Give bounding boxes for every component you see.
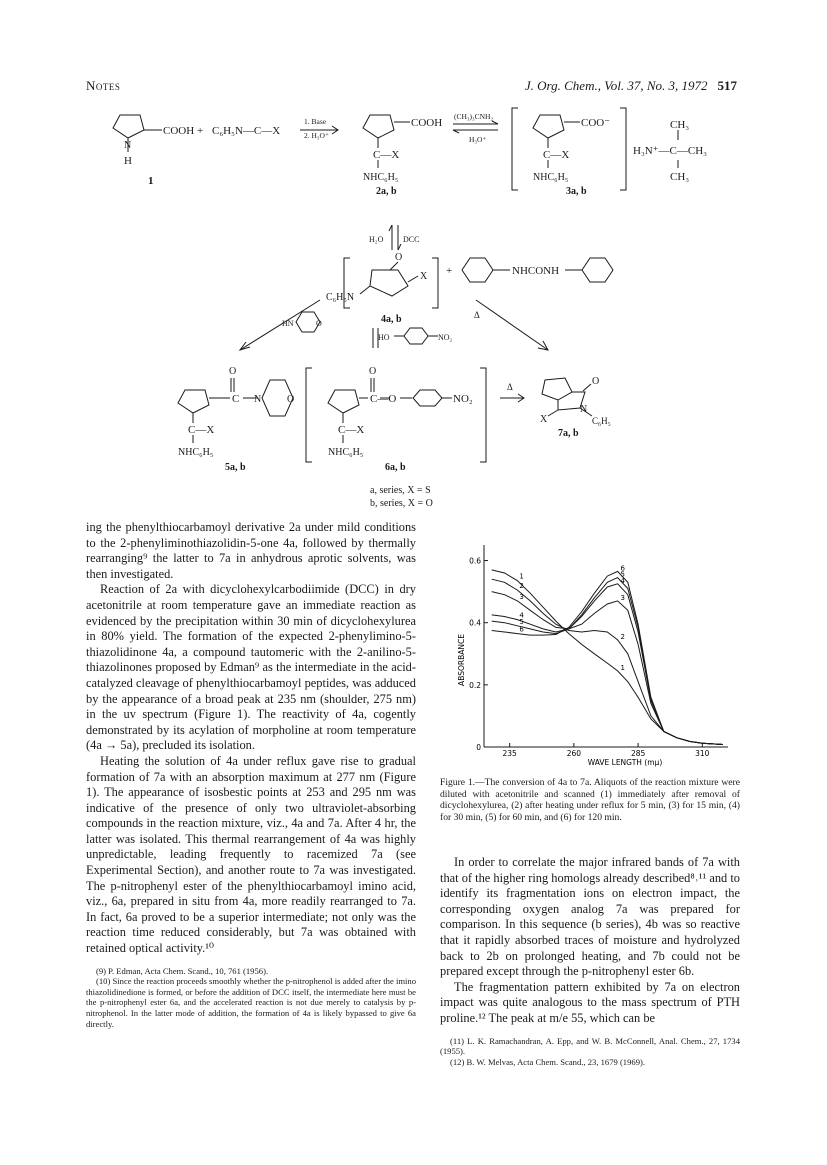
scheme-text: C—X <box>188 424 215 436</box>
right-footnotes <box>440 1036 740 1068</box>
y-axis-label: ABSORBANCE <box>457 634 466 686</box>
curve-label-6: 6 <box>519 625 524 634</box>
scheme-text: NO₂ <box>453 393 473 405</box>
scheme-text: X <box>420 271 428 282</box>
scheme-text: 1. Base <box>304 117 327 126</box>
scheme-text: O <box>395 252 403 263</box>
scheme-text: NO₂ <box>438 333 453 342</box>
cyclohexyl-left <box>462 258 493 282</box>
scheme-text: 7a, b <box>558 428 579 439</box>
y-tick-label: 0 <box>476 743 481 752</box>
scheme-text: Δ <box>474 310 480 320</box>
spectrum-curve-1 <box>492 570 723 745</box>
x-tick-label: 285 <box>630 749 646 758</box>
x-tick-label: 310 <box>695 749 710 758</box>
y-tick-label: 0.4 <box>469 618 481 628</box>
compound-7-ring <box>542 378 572 400</box>
scheme-text: Δ <box>507 382 513 392</box>
scheme-text: O <box>592 376 600 387</box>
reaction-scheme <box>80 100 750 520</box>
left-footnotes <box>86 966 416 1030</box>
left-paragraph-2: Reaction of 2a with dicyclohexylcarbodiimide (DCC) in dry acetonitrile at room temperature gave an immediate reaction as evidenced by the precipitation within 30 min of dicyclohexylurea in 80% yield. The formation of the expected 2-phenylimino-5-thiazolidinone 4a, a compound tautomeric with the 2-anilino-5-thiazolinones proposed by Edman⁹ as the intermediate in the acid-catalyzed cleavage of phenylthiocarbamoyl peptides, was adduced by the appearance of a broad peak at 235 nm (shoulder, 275 nm) in the uv spectrum (Figure 1). The reactivity of 4a, cogently demonstrated by its acylation of morpholine at room temperature (4a → 5a), precluded its isolation. <box>86 582 416 753</box>
curve-peak-label-6: 6 <box>620 564 626 573</box>
scheme-text: O <box>229 366 237 377</box>
uv-spectrum-chart <box>440 535 740 770</box>
curve-label-3: 3 <box>519 592 524 601</box>
scheme-text: C₆H₅N <box>326 292 355 303</box>
spectrum-curve-3 <box>492 592 723 745</box>
scheme-text: COOH <box>411 117 443 129</box>
scheme-text: COO⁻ <box>581 117 611 129</box>
scheme-text: + <box>197 125 204 137</box>
scheme-text: O <box>287 394 295 405</box>
scheme-text: C—X <box>543 149 570 161</box>
scheme-text: COOH <box>163 125 195 137</box>
scheme-text: H₃N⁺—C—CH₃ <box>633 145 707 157</box>
x-axis-label: WAVE LENGTH (mμ) <box>587 758 663 767</box>
proline-ring <box>113 115 144 138</box>
scheme-text: CH₃ <box>670 119 690 131</box>
scheme-text: DCC <box>403 235 420 244</box>
journal-citation: J. Org. Chem., Vol. 37, No. 3, 1972 <box>524 78 708 93</box>
scheme-text: + <box>446 265 453 277</box>
y-tick-label: 0.2 <box>469 680 481 690</box>
compound-2-ring <box>363 115 394 138</box>
scheme-text: C—X <box>338 424 365 436</box>
scheme-text: NHCONH <box>512 265 560 277</box>
series-legend-b: b, series, X = O <box>370 498 433 509</box>
scheme-text: 1 <box>148 175 154 187</box>
scheme-text: N <box>124 140 132 151</box>
curve-label-1: 1 <box>519 572 524 581</box>
scheme-text: C₆H₅ <box>592 416 611 426</box>
curve-label-2: 2 <box>519 582 524 591</box>
y-tick-label: 0.6 <box>469 556 481 566</box>
scheme-text: H <box>124 155 132 167</box>
curve-label-5: 5 <box>519 617 524 626</box>
scheme-text: C₆H₅N—C—X <box>212 125 281 137</box>
series-legend-a: a, series, X = S <box>370 485 431 496</box>
scheme-text: C <box>232 393 240 405</box>
scheme-text: H₂O <box>369 235 384 244</box>
scheme-text: X <box>540 414 548 425</box>
scheme-text: N <box>254 394 262 405</box>
curve-peak-label-3: 3 <box>620 593 626 602</box>
cyclohexyl-right <box>582 258 613 282</box>
scheme-text: 4a, b <box>381 314 402 325</box>
spectrum-curve-5 <box>492 578 723 745</box>
scheme-text: NHC₆H₅ <box>533 172 569 183</box>
footnote-11: (11) L. K. Ramachandran, A. Epp, and W. B. McConnell, Anal. Chem., 27, 1734 (1955). <box>440 1035 740 1057</box>
scheme-text: NHC₆H₅ <box>363 172 399 183</box>
figure-1-caption: Figure 1.—The conversion of 4a to 7a. Aliquots of the reaction mixture were diluted with acetonitrile and scanned (1) immediately after removal of dicyclohexylurea, (2) after heating under reflux for 5 min, (3) for 15 min, (4) for 30 min, (5) for 60 min, and (6) for 120 min. <box>440 777 740 823</box>
scheme-text: CH₃ <box>670 171 690 183</box>
curve-peak-label-1: 1 <box>620 663 626 672</box>
right-paragraph-1: In order to correlate the major infrared bands of 7a with that of the higher ring homologs already described⁸˒¹¹ and to identify its fragmentation ions on electron impact, the corresponding oxygen analog 7a was prepared for comparison. In this sequence (b series), 4b was so reactive that it rapidly absorbed traces of moisture and hydrolyzed back to 2b on prolonged heating, and 7b could not be prepared except through the p-nitrophenyl ester 6b. <box>440 855 740 979</box>
scheme-text: NHC₆H₅ <box>328 447 364 458</box>
running-header-journal <box>525 78 737 94</box>
footnote-12: (12) B. W. Melvas, Acta Chem. Scand., 23, 1679 (1969). <box>450 1056 646 1067</box>
page-number: 517 <box>717 78 737 93</box>
uv-spectrum-figure <box>440 535 740 770</box>
scheme-text: 2a, b <box>376 186 397 197</box>
scheme-text: NHC₆H₅ <box>178 447 214 458</box>
x-tick-label: 235 <box>502 749 517 758</box>
scheme-text: 3a, b <box>566 186 587 197</box>
left-paragraph-3: Heating the solution of 4a under reflux gave rise to gradual formation of 7a with an absorption maximum at 277 nm (Figure 1). The appearance of isosbestic points at 253 and 295 nm was indicative of the presence of only two ultraviolet-absorbing compounds in the reaction mixture, viz., 4a and 7a. After 4 hr, the latter was isolated. This thermal rearrangement of 4a was highly unpredictable, leading frequently to racemized 7a (see Experimental Section), and another route to 7a was investigated. The p-nitrophenyl ester of the phenylthiocarbamoyl imino acid, viz., 6a, prepared in situ from 4a, more readily rearranged to 7a. In fact, 6a proved to be a superior intermediate; not only was the reaction time reduced considerably, but 7a was obtained with retained optical activity.¹⁰ <box>86 753 416 956</box>
left-column <box>86 520 416 1029</box>
compound-3-ring <box>533 115 564 138</box>
footnote-9: (9) P. Edman, Acta Chem. Scand., 10, 761 (1956). <box>96 965 269 976</box>
scheme-text: H₃O⁺ <box>469 135 487 144</box>
scheme-text: C—O <box>370 393 397 405</box>
scheme-text: O <box>369 366 377 377</box>
scheme-text: O <box>316 319 322 328</box>
scheme-text: 5a, b <box>225 462 246 473</box>
right-column <box>440 855 740 1067</box>
curve-label-4: 4 <box>519 611 524 620</box>
footnote-10: (10) Since the reaction proceeds smoothly whether the p-nitrophenol is added after the imino thiazolidinedione is formed, or before the addition of DCC itself, the intermediate here must be the p-nitrophenyl ester 6a, and the accelerated reaction is not due merely to catalysis by p-nitrophenol. In the latter mode of addition, the formation of 4a is likely bypassed to give 6a directly. <box>86 976 416 1029</box>
curve-peak-label-2: 2 <box>620 632 626 641</box>
x-tick-label: 260 <box>566 749 582 758</box>
curve-peak-label-4: 4 <box>620 576 626 585</box>
scheme-text: (CH₃)₃CNH₂ <box>454 112 494 121</box>
running-header-section: Notes <box>86 78 121 93</box>
compound-4-ring <box>370 270 408 296</box>
scheme-text: HO <box>378 333 390 342</box>
right-paragraph-2: The fragmentation pattern exhibited by 7a on electron impact was quite analogous to the mass spectrum of PTH proline.¹² The peak at m/e 55, which can be <box>440 979 740 1025</box>
scheme-text: HN <box>282 319 294 328</box>
left-paragraph-1: ing the phenylthiocarbamoyl derivative 2a under mild conditions to the 2-phenyliminothiazolidin-5-one 4a, followed by thermally rearranging⁹ the latter to 7a in anhydrous aprotic solvents, was then investigated. <box>86 520 416 581</box>
curve-peak-label-5: 5 <box>620 570 626 579</box>
scheme-text: 2. H₃O⁺ <box>304 131 329 140</box>
scheme-text: 6a, b <box>385 462 406 473</box>
scheme-text: N <box>580 404 588 415</box>
scheme-text: C—X <box>373 149 400 161</box>
